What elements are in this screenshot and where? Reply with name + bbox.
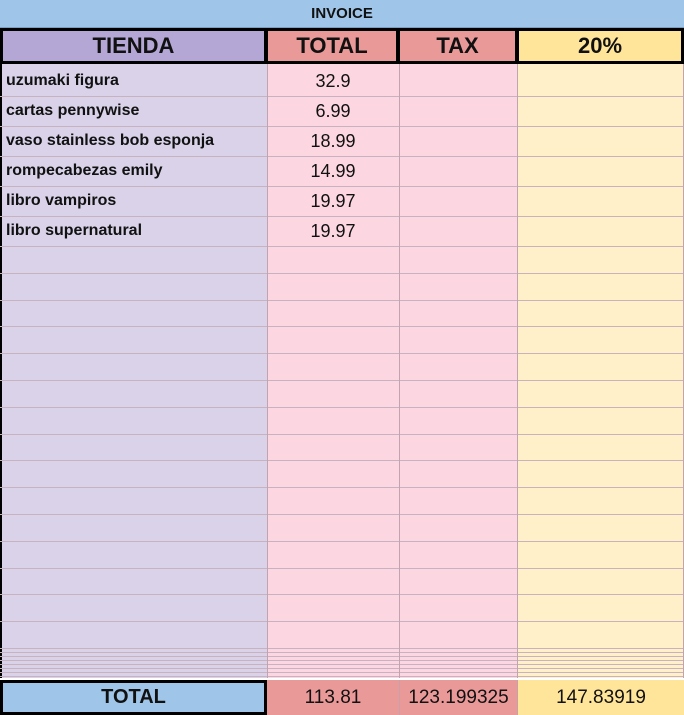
table-row xyxy=(0,186,684,216)
item-name-cell[interactable]: libro vampiros xyxy=(6,192,117,209)
table-row xyxy=(0,216,684,246)
footer-total-value[interactable]: 113.81 xyxy=(267,680,399,715)
footer-percent-value[interactable]: 147.83919 xyxy=(518,680,684,715)
footer-total-label[interactable]: TOTAL xyxy=(0,680,267,715)
item-name-cell[interactable]: cartas pennywise xyxy=(6,102,140,119)
header-total[interactable]: TOTAL xyxy=(265,28,399,64)
item-total-cell[interactable]: 19.97 xyxy=(310,220,356,241)
item-total-cell[interactable]: 14.99 xyxy=(310,160,356,181)
invoice-title[interactable]: INVOICE xyxy=(0,0,684,28)
item-total-cell[interactable]: 6.99 xyxy=(315,100,351,121)
table-row xyxy=(0,96,684,126)
table-row xyxy=(0,156,684,186)
footer-divider xyxy=(517,680,518,715)
table-row xyxy=(0,126,684,156)
item-total-cell[interactable]: 32.9 xyxy=(315,70,351,91)
item-name-cell[interactable]: uzumaki figura xyxy=(6,72,119,89)
footer-divider xyxy=(399,680,400,715)
header-tienda[interactable]: TIENDA xyxy=(0,28,267,64)
item-total-cell[interactable]: 19.97 xyxy=(310,190,356,211)
item-name-cell[interactable]: libro supernatural xyxy=(6,222,143,239)
item-name-cell[interactable]: vaso stainless bob esponja xyxy=(6,132,215,149)
footer-tax-value[interactable]: 123.199325 xyxy=(399,680,518,715)
item-total-cell[interactable]: 18.99 xyxy=(310,130,356,151)
table-row xyxy=(0,66,684,96)
header-percent[interactable]: 20% xyxy=(516,28,684,64)
item-name-cell[interactable]: rompecabezas emily xyxy=(6,162,163,179)
header-tax[interactable]: TAX xyxy=(397,28,518,64)
